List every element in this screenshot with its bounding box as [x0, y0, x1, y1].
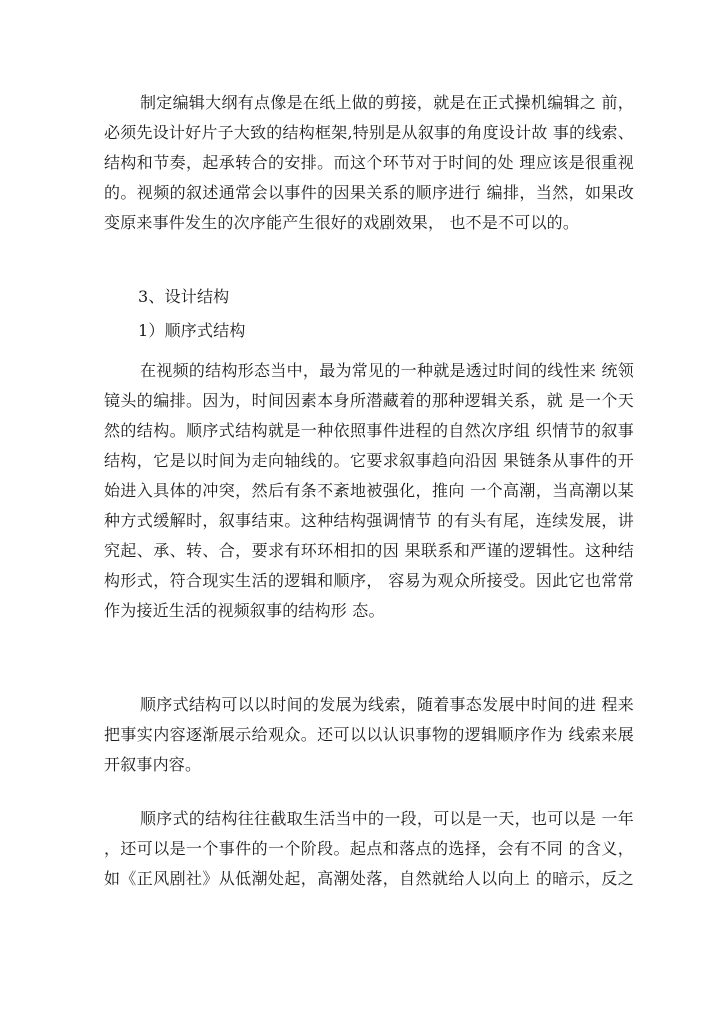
subsection-heading-sequential-structure [104, 316, 634, 346]
paragraph-line: 镜头的编排。因为，时间因素本身所潜藏着的那种逻辑关系，就 是一个天 [104, 391, 634, 410]
paragraph-line: 究起、承、转、合，要求有环环相扣的因 果联系和严谨的逻辑性。这种结 [104, 541, 634, 560]
paragraph-editing-outline [104, 88, 634, 238]
paragraph-line: 变原来事件发生的次序能产生很好的戏剧效果， 也不是不可以的。 [104, 213, 580, 232]
paragraph-line: 把事实内容逐渐展示给观众。还可以以认识事物的逻辑顺序作为 线索来展 [104, 725, 634, 744]
paragraph-line: 的。视频的叙述通常会以事件的因果关系的顺序进行 编排，当然，如果改 [104, 183, 634, 202]
paragraph-line: 如《正风剧社》从低潮处起，高潮处落，自然就给人以向上 的暗示，反之 [104, 869, 634, 888]
paragraph-line: 结构和节奏，起承转合的安排。而这个环节对于时间的处 理应该是很重视 [104, 153, 634, 172]
paragraph-time-thread [104, 690, 634, 780]
subsection-heading: 1）顺序式结构 [138, 321, 246, 340]
paragraph-line: 作为接近生活的视频叙事的结构形 态。 [104, 601, 385, 620]
paragraph-line: 始进入具体的冲突，然后有条不紊地被强化，推向 一个高潮，当高潮以某 [104, 481, 634, 500]
paragraph-slice-of-life [104, 804, 634, 894]
paragraph-sequential-structure [104, 356, 634, 626]
section-heading-design-structure [104, 282, 634, 312]
paragraph-line: 种方式缓解时，叙事结束。这种结构强调情节 的有头有尾，连续发展，讲 [104, 511, 634, 530]
paragraph-line: ，还可以是一个事件的一个阶段。起点和落点的选择，会有不同 的含义， [104, 839, 634, 858]
paragraph-line: 顺序式的结构往往截取生活当中的一段，可以是一天，也可以是 一年 [140, 809, 634, 828]
paragraph-line: 顺序式结构可以以时间的发展为线索，随着事态发展中时间的进 程来 [140, 695, 634, 714]
paragraph-line: 结构，它是以时间为走向轴线的。它要求叙事趋向沿因 果链条从事件的开 [104, 451, 634, 470]
paragraph-line: 然的结构。顺序式结构就是一种依照事件进程的自然次序组 织情节的叙事 [104, 421, 634, 440]
paragraph-line: 在视频的结构形态当中，最为常见的一种就是透过时间的线性来 统领 [140, 361, 634, 380]
paragraph-line: 制定编辑大纲有点像是在纸上做的剪接，就是在正式操机编辑之 前， [140, 93, 634, 112]
paragraph-line: 开叙事内容。 [104, 755, 202, 774]
paragraph-line: 构形式，符合现实生活的逻辑和顺序， 容易为观众所接受。因此它也常常 [104, 571, 634, 590]
paragraph-line: 必须先设计好片子大致的结构框架,特别是从叙事的角度设计故 事的线索、 [104, 123, 634, 142]
section-heading: 3、设计结构 [138, 287, 230, 306]
